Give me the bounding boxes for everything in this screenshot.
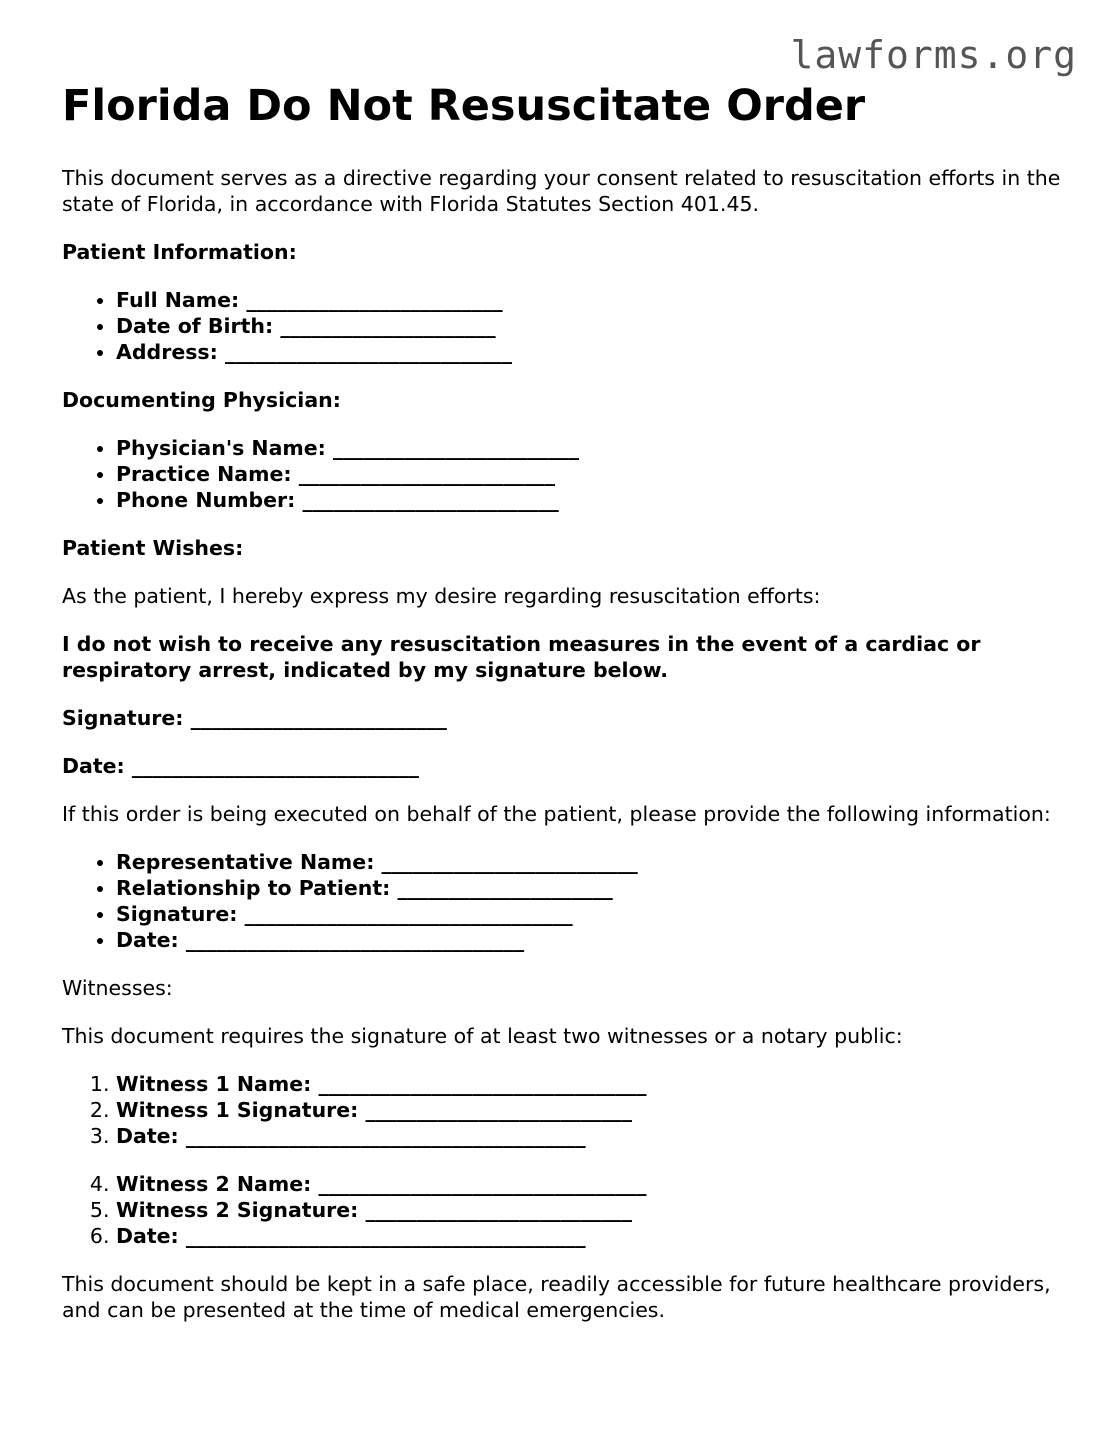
physician-list — [62, 435, 1062, 513]
page-title: Florida Do Not Resuscitate Order — [62, 81, 866, 131]
intro-paragraph: This document serves as a directive regarding your consent related to resuscitation efforts in the state of Florida, in accordance with Florida Statutes Section 401.45. — [62, 166, 1061, 216]
witness-1-signature-field[interactable]: 2. Witness 1 Signature: __________________________ — [116, 1097, 1062, 1123]
patient-date-field[interactable]: Date: ____________________________ — [62, 754, 419, 778]
physician-name-field[interactable]: • Physician's Name: ________________________ — [116, 435, 1062, 461]
representative-name-field[interactable]: • Representative Name: _________________________ — [116, 849, 1062, 875]
phone-number-field[interactable]: • Phone Number: _________________________ — [116, 487, 1062, 513]
relationship-field[interactable]: • Relationship to Patient: _____________________ — [116, 875, 1062, 901]
patient-wishes-text: As the patient, I hereby express my desire regarding resuscitation efforts: — [62, 584, 821, 608]
representative-date-field[interactable]: • Date: _________________________________ — [116, 927, 1062, 953]
closing-paragraph: This document should be kept in a safe place, readily accessible for future healthcare providers, and can be presented at the time of medical emergencies. — [62, 1272, 1051, 1322]
practice-name-field[interactable]: • Practice Name: _________________________ — [116, 461, 1062, 487]
witness-1-date-field[interactable]: 3. Date: _______________________________________ — [116, 1123, 1062, 1149]
dnr-statement: I do not wish to receive any resuscitation measures in the event of a cardiac or respiratory arrest, indicated by my signature below. — [62, 632, 981, 682]
witnesses-heading: Witnesses: — [62, 976, 173, 1000]
witness-1-list — [62, 1071, 1062, 1149]
witnesses-text: This document requires the signature of at least two witnesses or a notary public: — [62, 1024, 903, 1048]
document-body — [62, 78, 1062, 1345]
witness-2-name-field[interactable]: 4. Witness 2 Name: ________________________________ — [116, 1171, 1062, 1197]
date-of-birth-field[interactable]: • Date of Birth: _____________________ — [116, 313, 1062, 339]
witness-2-signature-field[interactable]: 5. Witness 2 Signature: __________________________ — [116, 1197, 1062, 1223]
witness-2-list — [62, 1171, 1062, 1249]
patient-wishes-heading: Patient Wishes: — [62, 536, 244, 560]
watermark: lawforms.org — [790, 33, 1077, 77]
address-field[interactable]: • Address: ____________________________ — [116, 339, 1062, 365]
patient-signature-field[interactable]: Signature: _________________________ — [62, 706, 447, 730]
patient-info-list — [62, 287, 1062, 365]
patient-info-heading: Patient Information: — [62, 240, 297, 264]
physician-heading: Documenting Physician: — [62, 388, 341, 412]
witness-1-name-field[interactable]: 1. Witness 1 Name: ________________________________ — [116, 1071, 1062, 1097]
representative-list — [62, 849, 1062, 953]
representative-signature-field[interactable]: • Signature: ________________________________ — [116, 901, 1062, 927]
witness-2-date-field[interactable]: 6. Date: _______________________________________ — [116, 1223, 1062, 1249]
full-name-field[interactable]: • Full Name: _________________________ — [116, 287, 1062, 313]
representative-text: If this order is being executed on behalf of the patient, please provide the following information: — [62, 802, 1051, 826]
